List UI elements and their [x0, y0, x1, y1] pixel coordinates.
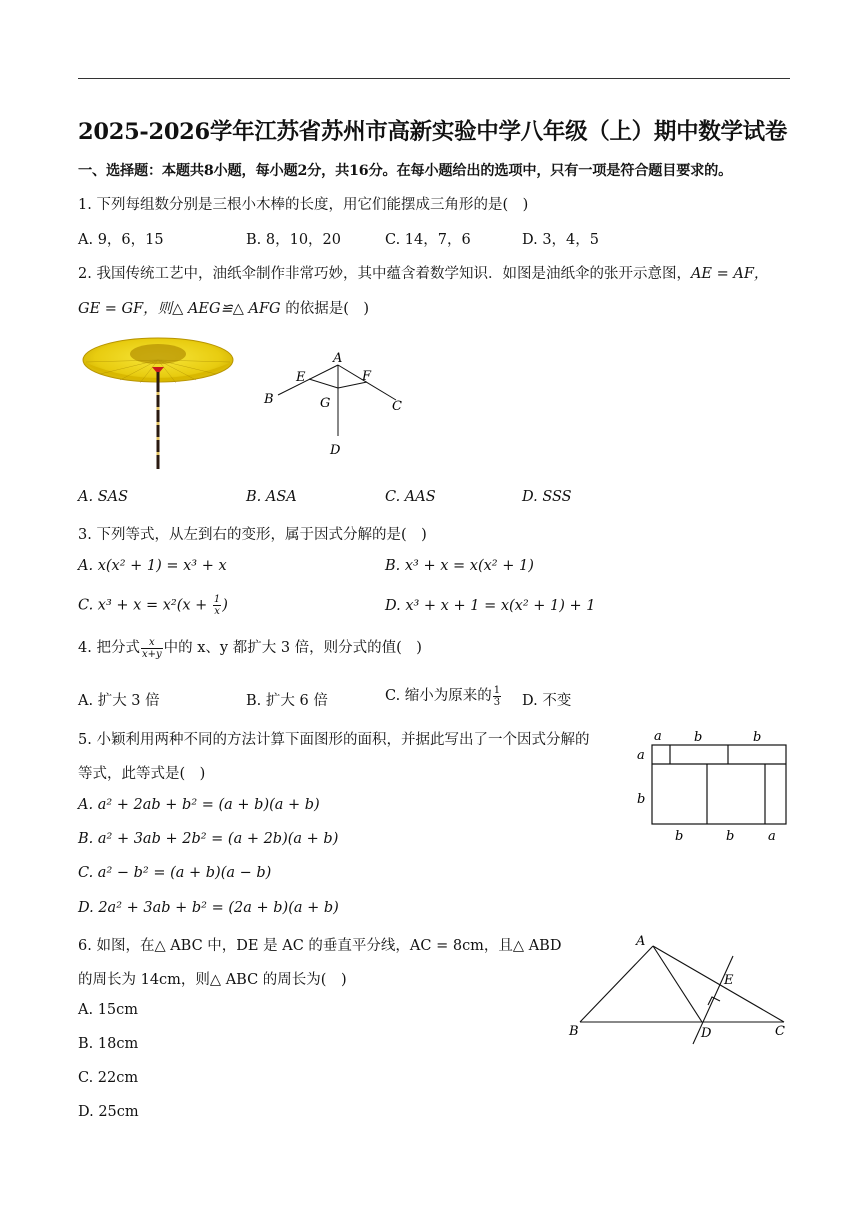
triangle-diagram	[560, 930, 792, 1050]
q6-option-a: A. 15cm	[78, 1002, 139, 1018]
umbrella-picture	[80, 332, 240, 472]
top-label-b2: b	[753, 730, 762, 745]
question-6-stem-line2: 的周长为 14cm，则△ ABC 的周长为( )	[78, 972, 347, 988]
header-rule	[78, 78, 790, 79]
label-e: E	[296, 370, 306, 385]
q2-stem-text: 2. 我国传统工艺中，油纸伞制作非常巧妙，其中蕴含着数学知识．如图是油纸伞的张开示意图，	[78, 266, 691, 282]
question-1-stem: 1. 下列每组数分别是三根小木棒的长度，用它们能摆成三角形的是( )	[78, 197, 529, 213]
q6-option-b: B. 18cm	[78, 1036, 139, 1052]
question-3-stem: 3. 下列等式，从左到右的变形，属于因式分解的是( )	[78, 527, 427, 543]
q4-option-c-pre: C. 缩小为原来的	[385, 688, 492, 704]
q4-option-c	[385, 684, 502, 708]
label-b: B	[569, 1024, 579, 1039]
question-4-stem	[78, 636, 422, 660]
q4-option-c-fraction	[493, 685, 501, 708]
q3-option-c	[78, 594, 228, 617]
q3-option-c-num: 1	[213, 594, 221, 605]
q5-option-a: A. a² + 2ab + b² = (a + b)(a + b)	[78, 797, 320, 813]
bottom-label-b1: b	[675, 829, 684, 844]
q2-option-a: A. SAS	[78, 489, 129, 505]
q3-option-c-post: )	[222, 597, 228, 614]
q3-option-c-pre: C. x³ + x = x²(x +	[78, 597, 212, 614]
exam-title: 2025-2026学年江苏省苏州市高新实验中学八年级（上）期中数学试卷	[78, 119, 788, 145]
label-e: E	[724, 973, 734, 988]
question-5-stem-line2: 等式，此等式是( )	[78, 766, 206, 782]
q3-option-b: B. x³ + x = x(x² + 1)	[385, 558, 534, 574]
q2-stem-tail: 的依据是( )	[280, 301, 370, 317]
label-a: A	[333, 351, 343, 366]
label-f: F	[362, 369, 372, 384]
label-c: C	[775, 1024, 785, 1039]
label-d: D	[330, 443, 341, 458]
q4-stem-post: 中的 x、y 都扩大 3 倍，则分式的值( )	[163, 640, 422, 656]
label-a: A	[636, 934, 646, 949]
q2-option-b: B. ASA	[246, 489, 297, 505]
q6-option-c: C. 22cm	[78, 1070, 139, 1086]
left-label-a: a	[637, 748, 645, 763]
q1-option-c: C. 14，7，6	[385, 232, 471, 248]
bottom-label-a: a	[768, 829, 776, 844]
q4-stem-pre: 4. 把分式	[78, 640, 140, 656]
section-heading: 一、选择题：本题共8小题，每小题2分，共16分。在每小题给出的选项中，只有一项是符合题目要求的。	[78, 163, 733, 179]
top-label-a: a	[654, 729, 662, 744]
left-label-b: b	[637, 792, 646, 807]
q4-option-c-den: 3	[493, 696, 501, 708]
q4-option-c-num: 1	[493, 684, 501, 696]
q4-frac-den: x+y	[141, 648, 162, 660]
q3-option-c-den: x	[214, 606, 220, 617]
label-d: D	[701, 1026, 712, 1041]
label-b: B	[264, 392, 274, 407]
question-6-stem-line1: 6. 如图，在△ ABC 中，DE 是 AC 的垂直平分线，AC = 8cm，且△ ABD	[78, 938, 562, 954]
q1-option-a: A. 9，6，15	[78, 232, 164, 248]
q1-option-b: B. 8，10，20	[246, 232, 342, 248]
bottom-label-b2: b	[726, 829, 735, 844]
q1-option-d: D. 3，4，5	[522, 232, 600, 248]
question-2-stem-line1	[78, 262, 768, 283]
top-label-b1: b	[694, 730, 703, 745]
q5-option-c: C. a² − b² = (a + b)(a − b)	[78, 865, 272, 881]
label-c: C	[392, 399, 402, 414]
q3-option-d: D. x³ + x + 1 = x(x² + 1) + 1	[385, 598, 596, 614]
q4-fraction	[141, 637, 163, 660]
area-diagram	[632, 726, 792, 848]
question-2-stem-line2	[78, 297, 369, 318]
q4-frac-num: x	[141, 637, 163, 649]
q2-option-d: D. SSS	[522, 489, 572, 505]
q2-stem-math1: AE = AF，	[690, 266, 769, 282]
q4-option-d: D. 不变	[522, 693, 572, 709]
umbrella-diagram	[258, 348, 418, 463]
q5-option-d: D. 2a² + 3ab + b² = (2a + b)(a + b)	[78, 900, 339, 916]
q2-option-c: C. AAS	[385, 489, 436, 505]
q4-option-a: A. 扩大 3 倍	[78, 693, 160, 709]
label-g: G	[320, 396, 331, 411]
q4-option-b: B. 扩大 6 倍	[246, 693, 328, 709]
q3-option-a: A. x(x² + 1) = x³ + x	[78, 558, 227, 574]
q6-option-d: D. 25cm	[78, 1104, 139, 1120]
q3-option-c-fraction	[213, 594, 221, 617]
q2-stem-math2: GE = GF，则△ AEG≌△ AFG	[78, 301, 281, 317]
q5-option-b: B. a² + 3ab + 2b² = (a + 2b)(a + b)	[78, 831, 339, 847]
question-5-stem-line1: 5. 小颖利用两种不同的方法计算下面图形的面积，并据此写出了一个因式分解的	[78, 732, 590, 748]
